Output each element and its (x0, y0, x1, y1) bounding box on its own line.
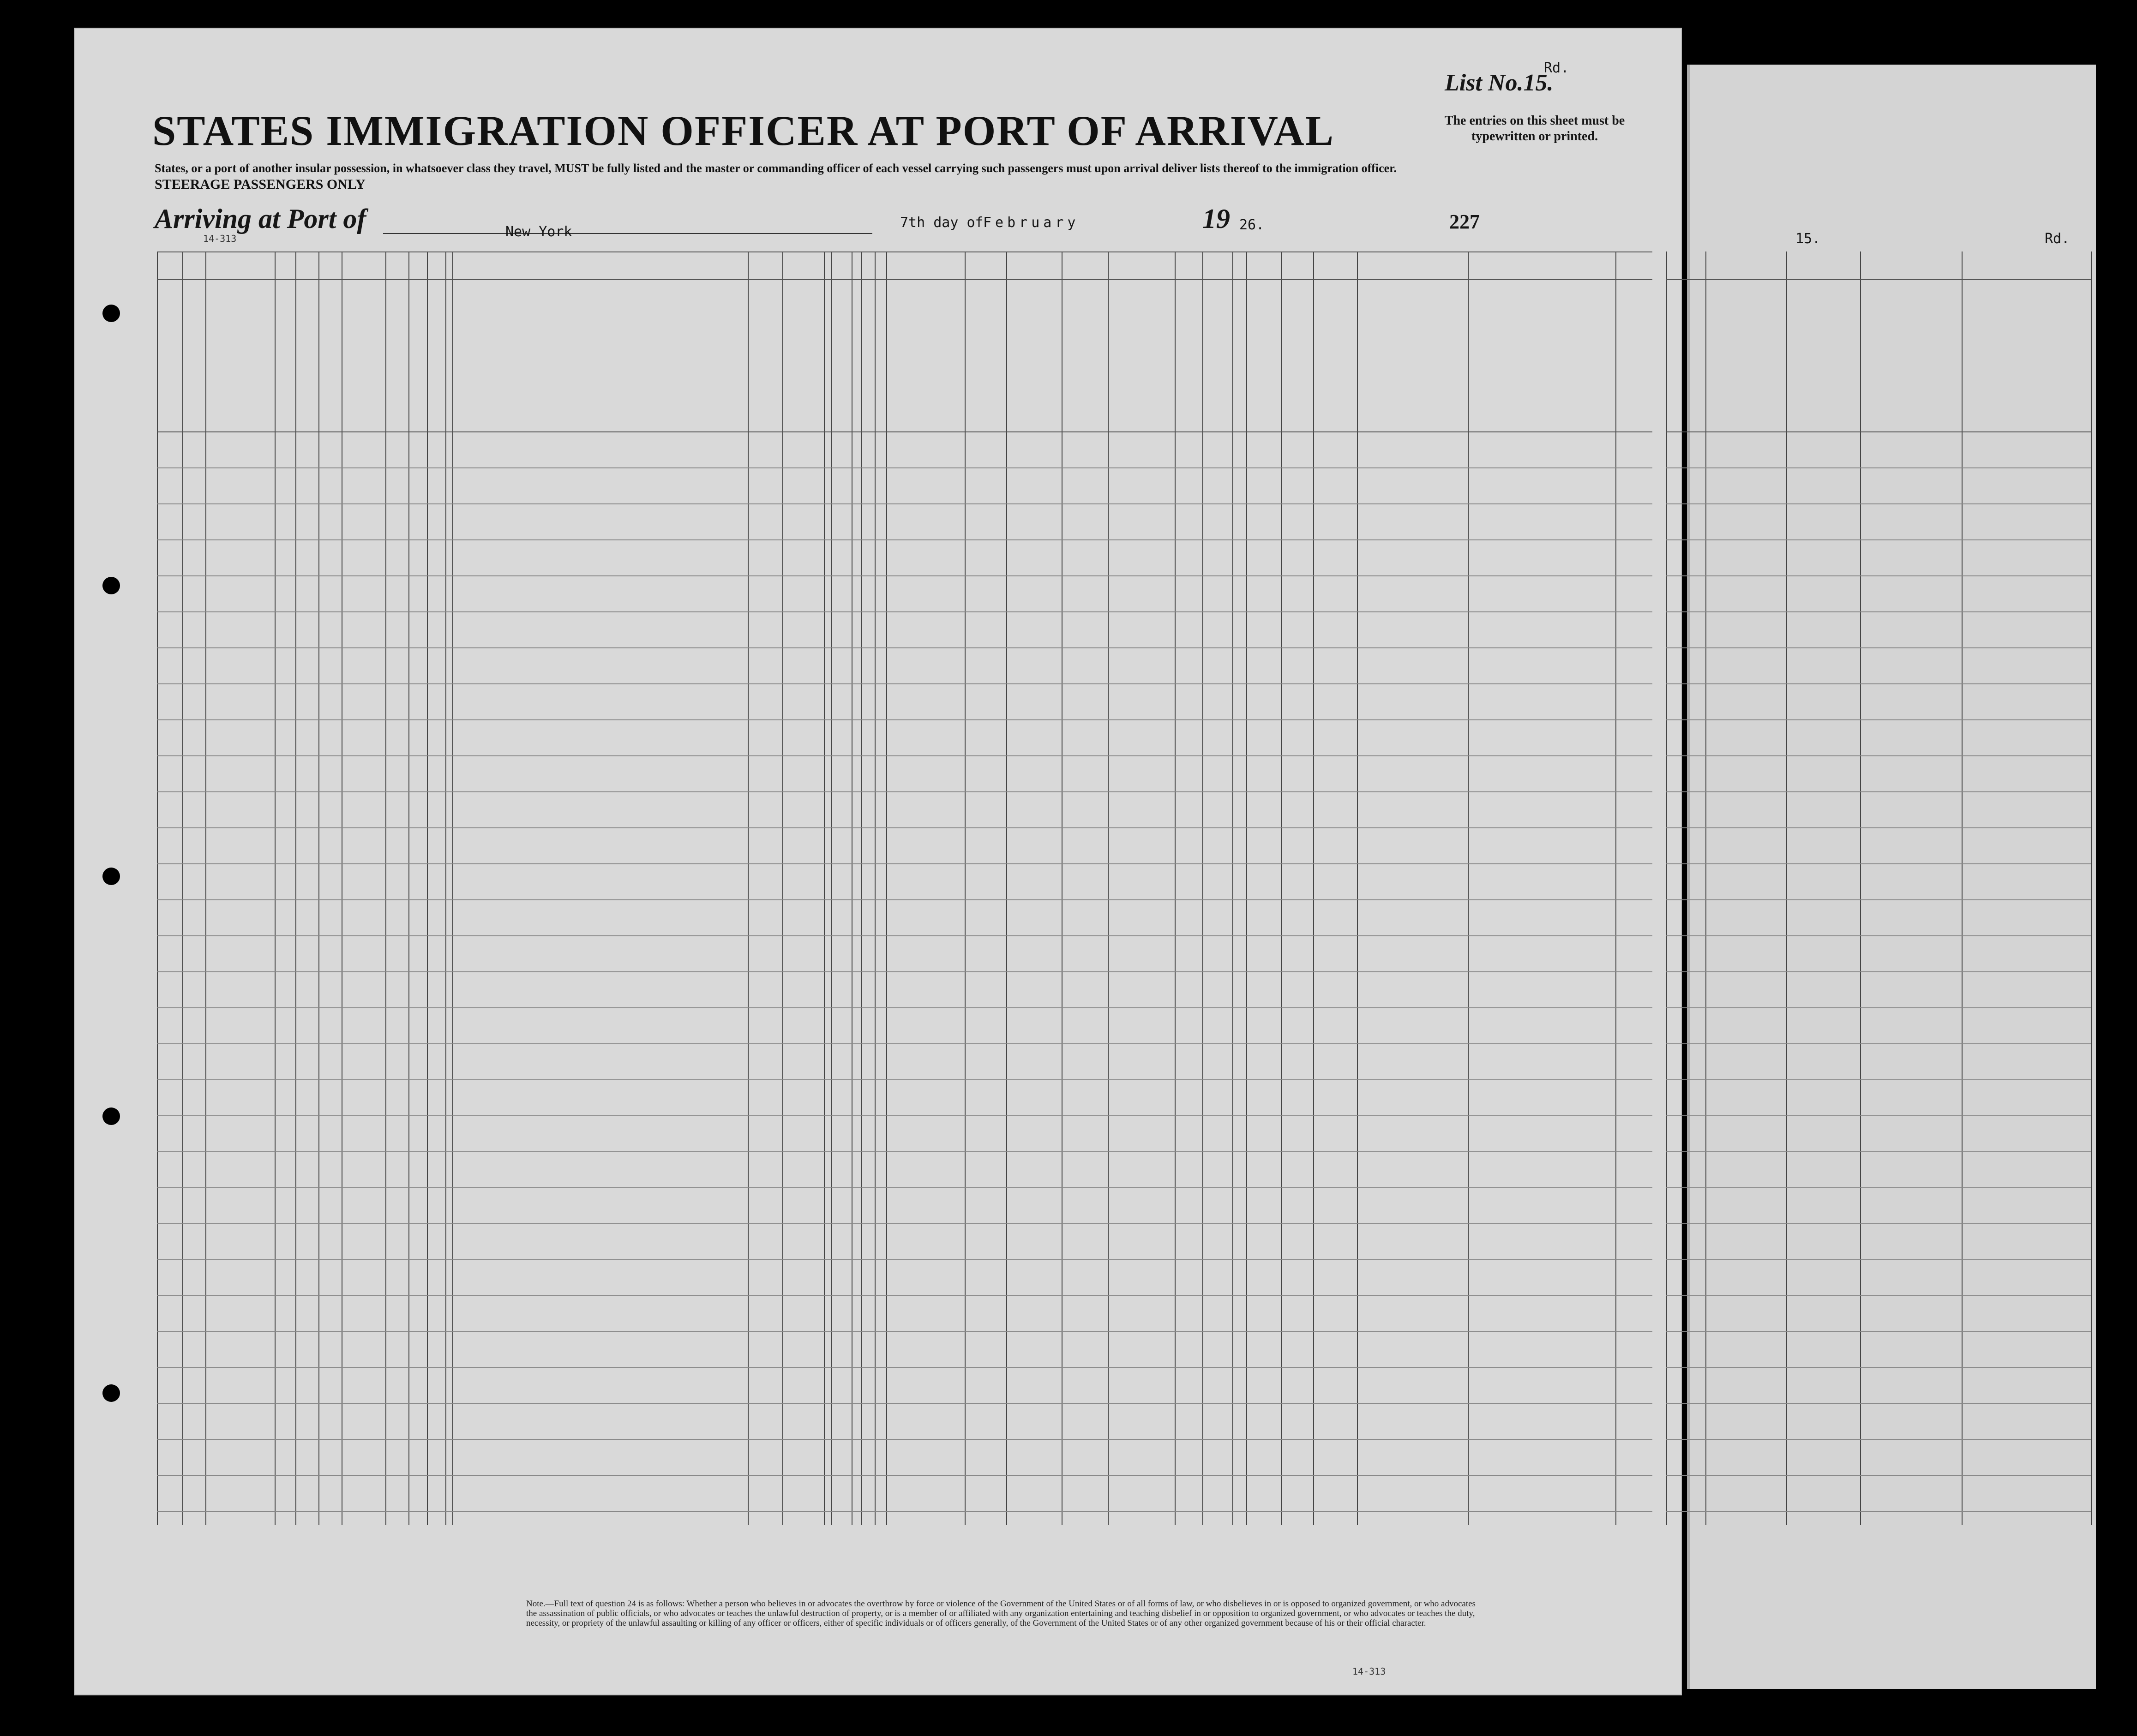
month-value: February (983, 215, 1080, 231)
grid-line (157, 971, 1652, 972)
grid-line (1615, 251, 1616, 1525)
grid-line (1357, 251, 1358, 1525)
grid-line (1006, 251, 1007, 1525)
grid-line (157, 1187, 1652, 1188)
grid-line (157, 279, 1652, 280)
grid-line (157, 1439, 1652, 1440)
grid-line (1962, 251, 1963, 1525)
grid-line (1666, 611, 2091, 612)
grid-line (1666, 1223, 2091, 1224)
visa-table (1666, 251, 2091, 1525)
grid-line (1860, 251, 1861, 1525)
grid-line (1666, 575, 2091, 576)
grid-line (408, 251, 409, 1525)
year-suffix: 26. (1239, 217, 1265, 233)
grid-line (1666, 1331, 2091, 1332)
port-underline (383, 233, 872, 234)
form-title: STATES IMMIGRATION OFFICER AT PORT OF ARRIVAL (152, 107, 1334, 154)
grid-line (157, 539, 1652, 540)
grid-line (157, 1115, 1652, 1116)
grid-line (1202, 251, 1203, 1525)
grid-line (1666, 1079, 2091, 1080)
grid-line (157, 755, 1652, 756)
right-rd-label: Rd. (2045, 231, 2070, 247)
form-instruction: States, or a port of another insular possession, in whatsoever class they travel, MUST be fully listed and the master or commanding officer of each vessel carrying such passengers must upon arrival deliver lists thereof to the immigration officer. (155, 162, 1397, 175)
grid-line (157, 1367, 1652, 1368)
grid-line (157, 1295, 1652, 1296)
form-code-top: 14-313 (203, 233, 237, 244)
grid-line (1666, 503, 2091, 504)
grid-line (157, 863, 1652, 864)
grid-line (1232, 251, 1233, 1525)
grid-line (1666, 1295, 2091, 1296)
grid-line (831, 251, 832, 1525)
binder-hole (102, 1107, 120, 1125)
grid-line (1468, 251, 1469, 1525)
list-number: List No.15. (1445, 70, 1554, 96)
grid-line (157, 1079, 1652, 1080)
grid-line (1666, 647, 2091, 648)
grid-line (782, 251, 783, 1525)
grid-line (1666, 863, 2091, 864)
rd-label: Rd. (1544, 60, 1569, 76)
grid-line (1666, 1511, 2091, 1512)
grid-line (157, 1259, 1652, 1260)
grid-line (157, 503, 1652, 504)
grid-line (824, 251, 825, 1525)
grid-line (385, 251, 386, 1525)
grid-line (1666, 1151, 2091, 1152)
binder-hole (102, 305, 120, 322)
grid-line (157, 611, 1652, 612)
grid-line (1666, 539, 2091, 540)
grid-line (1786, 251, 1787, 1525)
grid-line (157, 1223, 1652, 1224)
entries-note: The entries on this sheet must be typewritten or printed. (1444, 114, 1625, 144)
grid-line (157, 647, 1652, 648)
grid-line (318, 251, 319, 1525)
grid-line (1666, 1439, 2091, 1440)
grid-line (1281, 251, 1282, 1525)
grid-line (157, 683, 1652, 684)
grid-line (295, 251, 296, 1525)
day-value: 7th day of (900, 215, 984, 231)
year-prefix: 19 (1202, 204, 1230, 234)
grid-line (1666, 1115, 2091, 1116)
grid-line (157, 719, 1652, 720)
footnote: Note.—Full text of question 24 is as follows: Whether a person who believes in or advocates the overthrow by force or violence of the Government of the United States or of all forms of law, or who disbelieves in or is opposed to organized government, or who advocates the assassination of public officials, or who advocates or teaches the unlawful destruction of property, or is a member of or affiliated with any organization entertaining and teaching disbelief in or opposition to organized government, or who advocates or teaches the duty, necessity, or propriety of the unlawful assaulting or killing of any officer or officers, either of specific individuals or of officers generally, of the Government of the United States or of any other organized government because of his or their official character. (526, 1599, 1476, 1628)
grid-line (1666, 791, 2091, 792)
grid-line (1246, 251, 1247, 1525)
grid-line (861, 251, 862, 1525)
grid-line (1666, 431, 2091, 432)
grid-line (2091, 251, 2092, 1525)
arriving-label: Arriving at Port of (155, 204, 366, 234)
grid-line (1666, 1259, 2091, 1260)
grid-line (157, 251, 158, 1525)
grid-line (1666, 1367, 2091, 1368)
grid-line (1108, 251, 1109, 1525)
grid-line (157, 575, 1652, 576)
grid-line (1666, 1475, 2091, 1476)
binder-hole (102, 577, 120, 594)
grid-line (157, 1403, 1652, 1404)
grid-line (452, 251, 453, 1525)
grid-line (157, 791, 1652, 792)
grid-line (157, 827, 1652, 828)
grid-line (445, 251, 446, 1525)
grid-line (1666, 683, 2091, 684)
grid-line (157, 1511, 1652, 1512)
grid-line (965, 251, 966, 1525)
manifest-table (157, 251, 1652, 1525)
grid-line (1705, 251, 1706, 1525)
grid-line (1666, 971, 2091, 972)
grid-line (205, 251, 206, 1525)
grid-line (1666, 279, 2091, 280)
grid-line (1666, 1403, 2091, 1404)
grid-line (157, 935, 1652, 936)
grid-line (157, 467, 1652, 468)
grid-line (157, 251, 1652, 252)
grid-line (157, 431, 1652, 432)
grid-line (1666, 467, 2091, 468)
grid-line (157, 1151, 1652, 1152)
grid-line (1666, 899, 2091, 900)
binder-hole (102, 868, 120, 885)
binder-hole (102, 1384, 120, 1402)
grid-line (1666, 1007, 2091, 1008)
grid-line (1313, 251, 1314, 1525)
grid-line (157, 1331, 1652, 1332)
grid-line (1666, 935, 2091, 936)
grid-line (1175, 251, 1176, 1525)
grid-line (1666, 755, 2091, 756)
grid-line (1666, 1187, 2091, 1188)
port-value: New York (505, 224, 572, 240)
grid-line (886, 251, 887, 1525)
grid-line (1666, 251, 1667, 1525)
grid-line (1666, 719, 2091, 720)
page-number: 227 (1449, 210, 1480, 233)
grid-line (157, 1007, 1652, 1008)
steerage-label: STEERAGE PASSENGERS ONLY (155, 177, 366, 192)
grid-line (275, 251, 276, 1525)
grid-line (157, 1475, 1652, 1476)
grid-line (182, 251, 183, 1525)
grid-line (748, 251, 749, 1525)
grid-line (157, 1043, 1652, 1044)
grid-line (1666, 827, 2091, 828)
grid-line (157, 899, 1652, 900)
grid-line (427, 251, 428, 1525)
form-code-bottom: 14-313 (1352, 1666, 1386, 1677)
grid-line (1666, 1043, 2091, 1044)
grid-line (875, 251, 876, 1525)
right-list-number: 15. (1795, 231, 1821, 247)
